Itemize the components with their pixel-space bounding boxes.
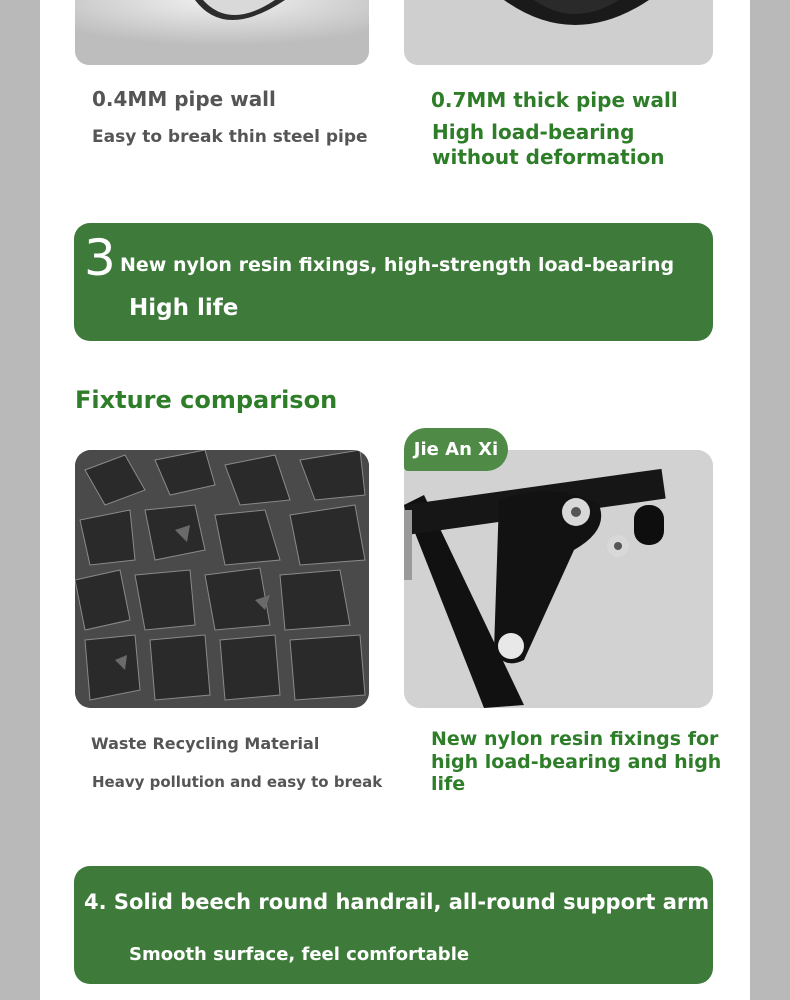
feature-3-banner [74,223,713,341]
feature-3-subtitle: High life [129,295,239,321]
feature-4-subtitle: Smooth surface, feel comfortable [129,944,470,965]
thick-pipe-photo [404,0,713,65]
nylon-desc-3: life [431,773,466,795]
thick-pipe-desc-2: without deformation [432,145,665,169]
recycled-title: Waste Recycling Material [91,734,320,753]
recycled-desc: Heavy pollution and easy to break [92,773,383,791]
thick-pipe-title: 0.7MM thick pipe wall [431,88,678,112]
thin-pipe-desc: Easy to break thin steel pipe [92,127,368,147]
feature-number: 3 [84,229,116,287]
section-heading: Fixture comparison [75,386,338,414]
feature-4-title: 4. Solid beech round handrail, all-round support arm [84,890,710,914]
feature-4-banner [74,866,713,984]
thick-pipe-desc-1: High load-bearing [432,120,635,144]
nylon-fixing-photo [404,450,713,708]
nylon-desc-1: New nylon resin fixings for [431,728,719,750]
thin-pipe-title: 0.4MM pipe wall [92,87,276,111]
recycled-material-photo [75,450,369,708]
nylon-desc-2: high load-bearing and high [431,751,722,773]
product-page [40,0,750,1000]
thin-pipe-photo [75,0,369,65]
feature-3-title: New nylon resin fixings, high-strength load-bearing [120,254,675,276]
brand-tag: Jie An Xi [404,428,508,471]
